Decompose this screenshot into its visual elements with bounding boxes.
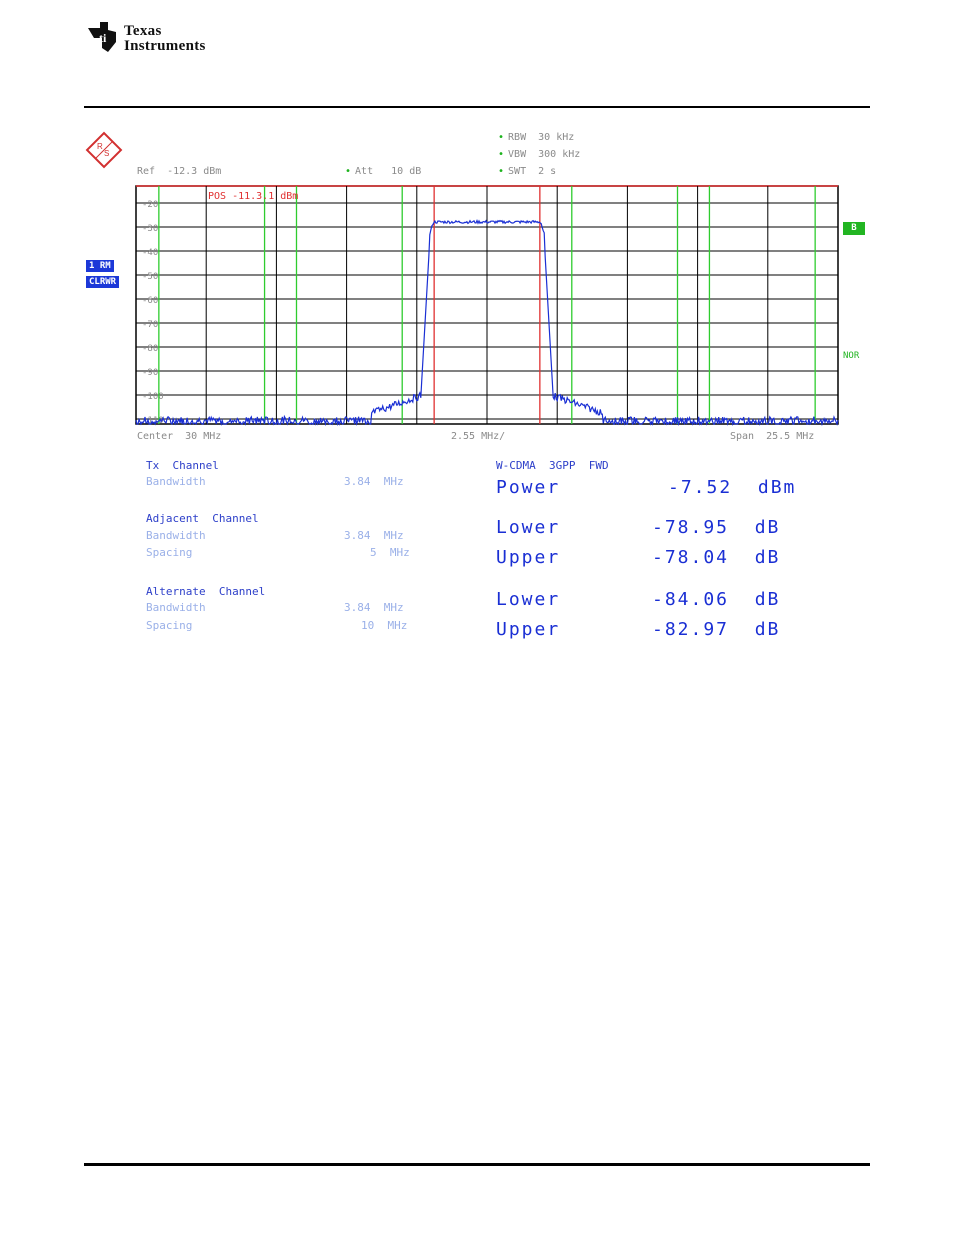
plot-grid: [136, 186, 838, 424]
header-rule: [84, 106, 870, 108]
alternate-lower-label: Lower: [496, 589, 561, 610]
adjacent-lower-label: Lower: [496, 517, 561, 538]
alternate-bandwidth-label: Bandwidth: [146, 601, 206, 614]
alternate-spacing-label: Spacing: [146, 619, 193, 632]
adjacent-bandwidth-value: 3.84 MHz: [344, 529, 404, 542]
power-value: -7.52 dBm: [668, 477, 797, 498]
adjacent-channel-label: Adjacent Channel: [146, 512, 259, 525]
adjacent-upper-label: Upper: [496, 547, 561, 568]
svg-text:R: R: [97, 142, 103, 151]
vbw-label: • VBW 300 kHz: [498, 149, 580, 160]
y-axis-ticks: [142, 200, 164, 426]
side-badge: B: [843, 222, 865, 235]
y-tick-label: -20: [142, 200, 159, 210]
attenuation-label: • Att 10 dB: [345, 166, 421, 177]
y-tick-label: -110: [142, 416, 164, 426]
marker-pos-label: POS -11.3.1 dBm: [208, 191, 299, 202]
y-tick-label: -50: [142, 272, 159, 282]
plot-frame: [136, 186, 838, 424]
alternate-upper-value: -82.97 dB: [652, 619, 781, 640]
side-mode-label: NOR: [843, 351, 860, 361]
adjacent-lower-value: -78.95 dB: [652, 517, 781, 538]
adjacent-upper-value: -78.04 dB: [652, 547, 781, 568]
svg-text:S: S: [104, 149, 110, 158]
adjacent-bandwidth-label: Bandwidth: [146, 529, 206, 542]
adjacent-spacing-value: 5 MHz: [370, 546, 410, 559]
company-name-line2: Instruments: [124, 38, 206, 54]
tx-bandwidth-label: Bandwidth: [146, 475, 206, 488]
y-tick-label: -70: [142, 320, 159, 330]
alternate-lower-value: -84.06 dB: [652, 589, 781, 610]
tx-channel-label: Tx Channel: [146, 459, 219, 472]
y-tick-label: -90: [142, 368, 159, 378]
y-tick-label: -30: [142, 224, 159, 234]
y-tick-label: -40: [142, 248, 159, 258]
span-per-div-label: 2.55 MHz/: [451, 431, 506, 442]
footer-rule: [84, 1163, 870, 1166]
channel-lines: [159, 186, 815, 424]
alternate-bandwidth-value: 3.84 MHz: [344, 601, 404, 614]
alternate-channel-label: Alternate Channel: [146, 585, 266, 598]
adjacent-spacing-label: Spacing: [146, 546, 193, 559]
span-label: Span 25.5 MHz: [730, 431, 815, 442]
rs-logo-icon: [84, 130, 124, 170]
rbw-label: • RBW 30 kHz: [498, 132, 574, 143]
y-tick-label: -80: [142, 344, 159, 354]
y-tick-label: -100: [142, 392, 164, 402]
ref-level-label: Ref -12.3 dBm: [137, 166, 222, 177]
standard-label: W-CDMA 3GPP FWD: [496, 459, 609, 472]
power-label: Power: [496, 477, 561, 498]
y-tick-label: -60: [142, 296, 159, 306]
texas-instruments-logo: [86, 20, 236, 56]
ti-state-icon: [86, 20, 120, 54]
tx-bandwidth-value: 3.84 MHz: [344, 475, 404, 488]
svg-text:ti: ti: [99, 31, 107, 45]
center-freq-label: Center 30 MHz: [137, 431, 222, 442]
trace-mode-badge: CLRWR: [86, 276, 119, 288]
trace-badge: 1 RM: [86, 260, 114, 272]
alternate-upper-label: Upper: [496, 619, 561, 640]
spectrum-trace: [136, 221, 838, 424]
company-name-line1: Texas: [124, 23, 162, 39]
alternate-spacing-value: 10 MHz: [361, 619, 408, 632]
sweep-time-label: • SWT 2 s: [498, 166, 556, 177]
